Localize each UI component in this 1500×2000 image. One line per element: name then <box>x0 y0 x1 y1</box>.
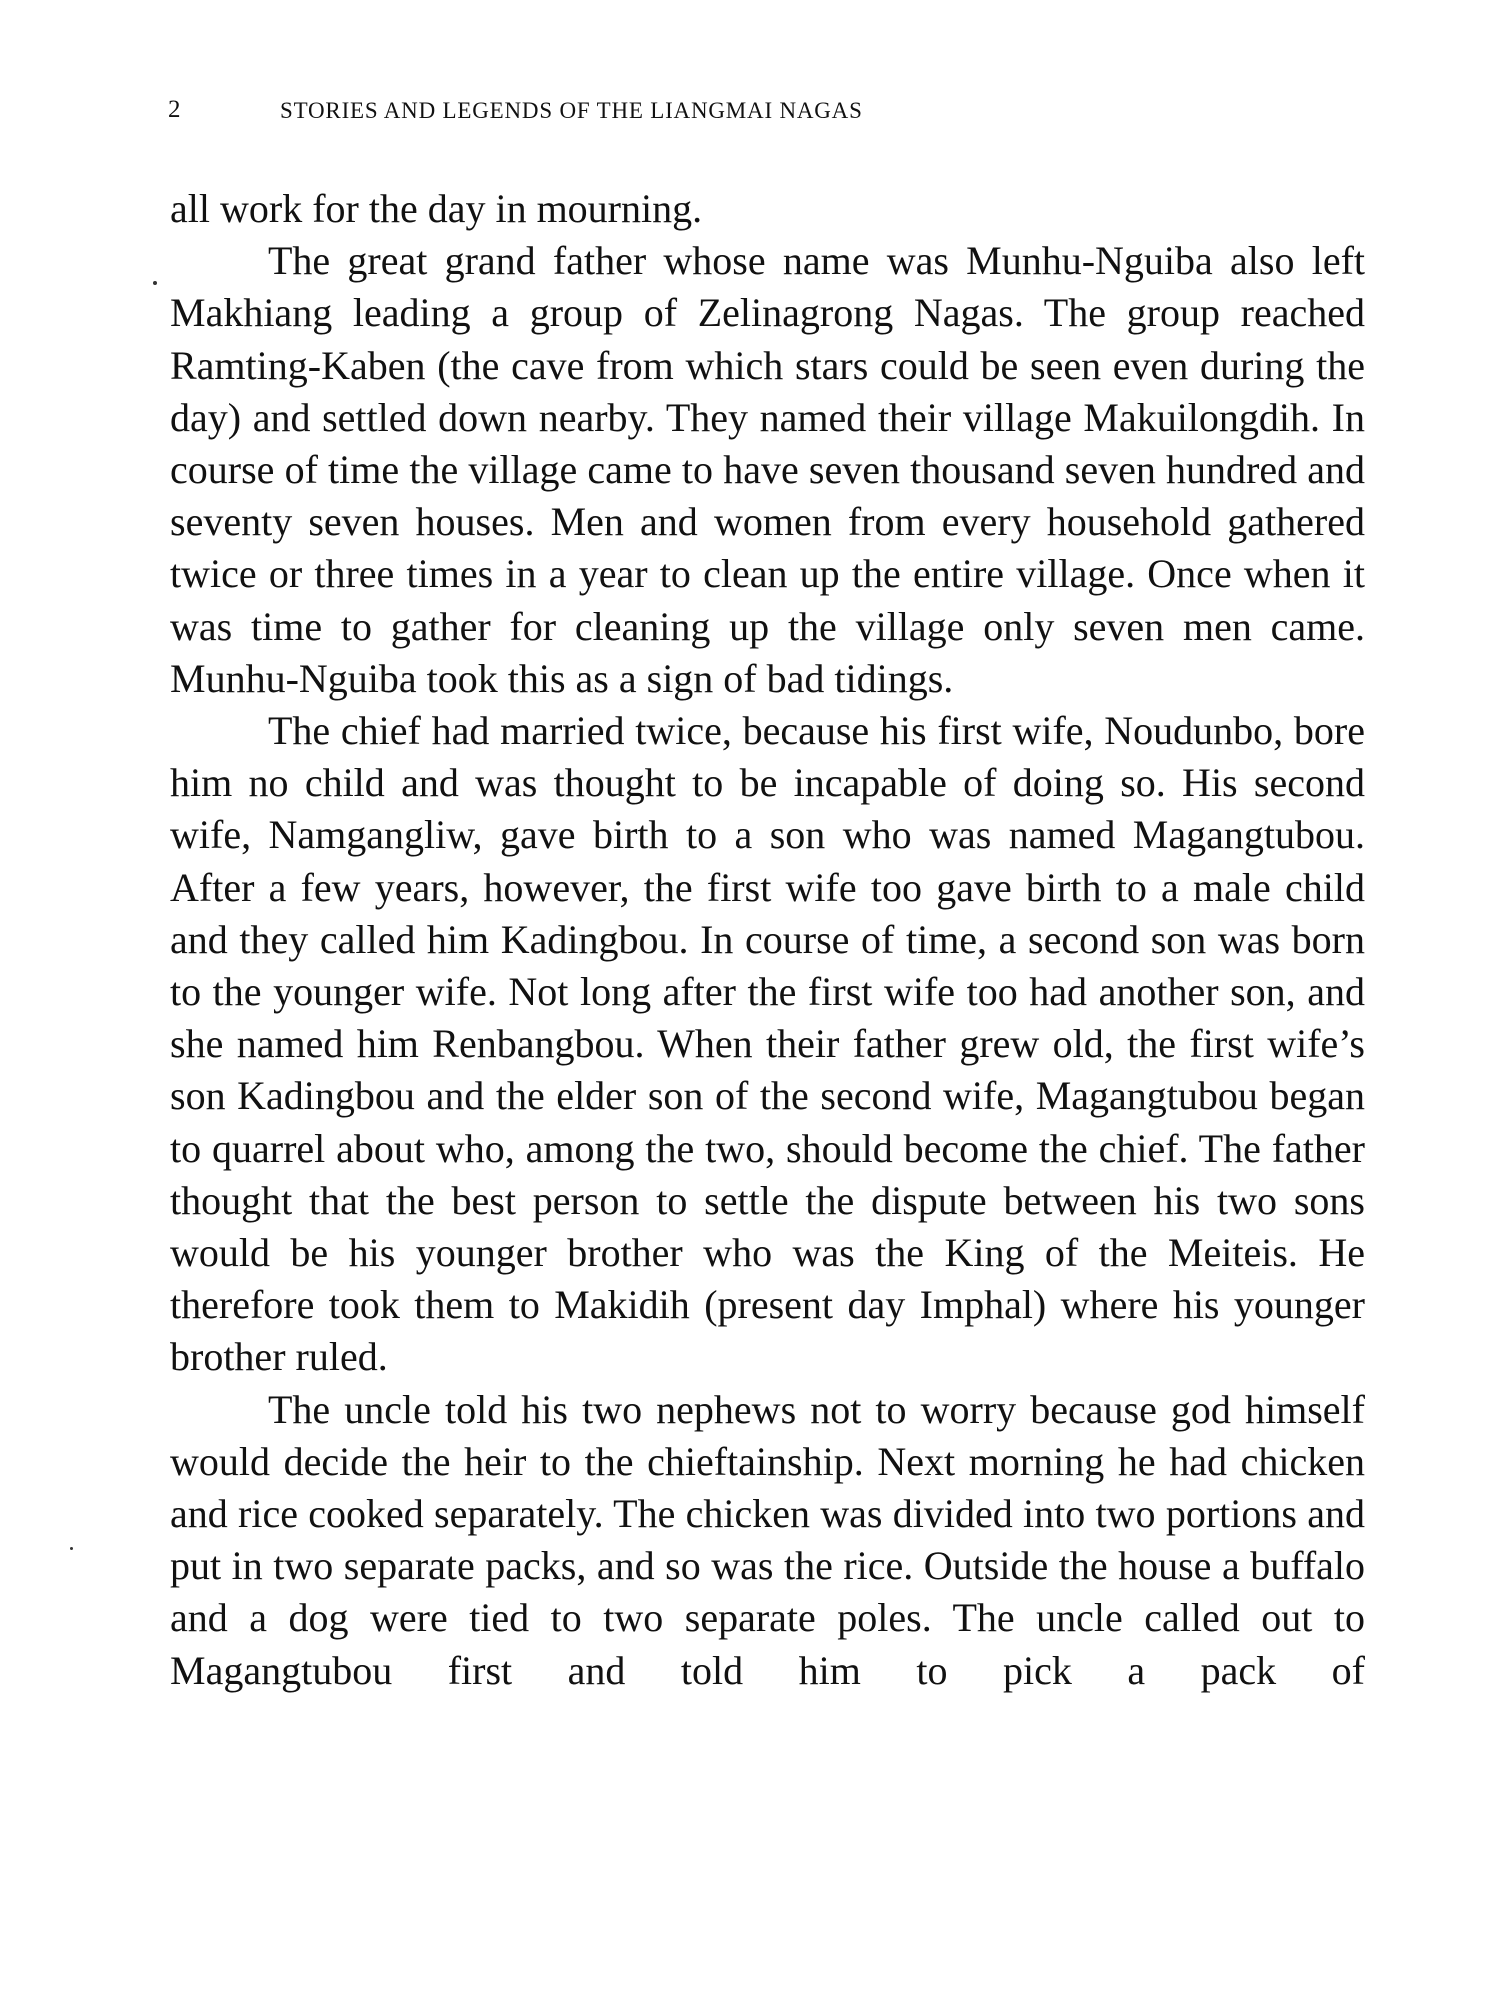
book-title: STORIES AND LEGENDS OF THE LIANGMAI NAGAS <box>280 98 863 123</box>
scan-speck <box>153 281 157 285</box>
paragraph-munhu-nguiba: The great grand father whose name was Munhu-Nguiba also left Makhiang leading a group of Zelinagrong Nagas. The group reached Ramting-Kaben (the cave from which stars could be seen even during the day) and settled down nearby. They named their village Makuilongdih. In course of time the village came to have seven thousand seven hundred and seventy seven houses. Men and women from every household gathered twice or three times in a year to clean up the entire village. Once when it was time to gather for cleaning up the village only seven men came. Munhu-Nguiba took this as a sign of bad tidings. <box>170 238 1365 701</box>
scan-speck <box>70 1547 73 1550</box>
page-number: 2 <box>168 96 181 123</box>
paragraph-chief-marriage: The chief had married twice, because his first wife, Noudunbo, bore him no child and was thought to be incapable of doing so. His second wife, Namgangliw, gave birth to a son who was named Magangtubou. After a few years, however, the first wife too gave birth to a male child and they called him Kadingbou. In course of time, a second son was born to the younger wife. Not long after the first wife too had another son, and she named him Renbangbou. When their father grew old, the first wife’s son Kadingbou and the elder son of the second wife, Magangtubou began to quarrel about who, among the two, should become the chief. The father thought that the best person to settle the dispute between his two sons would be his younger brother who was the King of the Meiteis. He therefore took them to Makidih (present day Imphal) where his younger brother ruled. <box>170 708 1365 1380</box>
body-text <box>170 183 1365 1697</box>
running-head <box>168 96 1068 136</box>
paragraph-continued: all work for the day in mourning. <box>170 186 703 231</box>
paragraph-uncle: The uncle told his two nephews not to worry because god himself would decide the heir to the chieftainship. Next morning he had chicken and rice cooked separately. The chicken was divided into two portions and put in two separate packs, and so was the rice. Outside the house a buffalo and a dog were tied to two separate poles. The uncle called out to Magangtubou first and told him to pick a pack of <box>170 1386 1365 1693</box>
